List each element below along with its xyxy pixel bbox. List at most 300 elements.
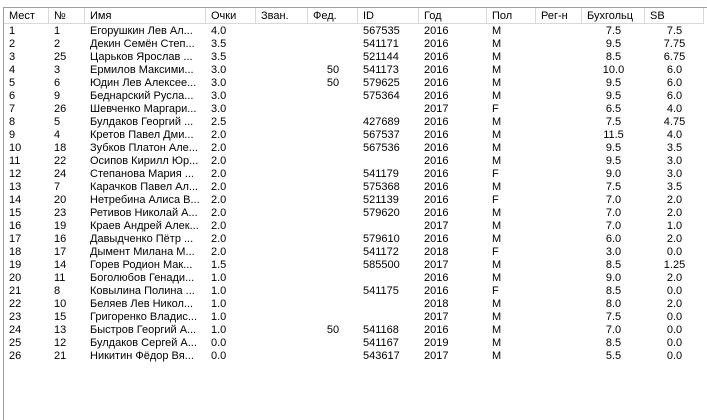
cell-fed: [308, 103, 358, 116]
cell-year: 2016: [424, 207, 449, 219]
cell-sb: 4.0: [666, 103, 683, 115]
cell-name: Егорушкин Лев Ал...: [90, 25, 193, 37]
cell-num: 24: [54, 168, 67, 180]
cell-id: 541179: [363, 168, 399, 180]
cell-place: 15: [9, 207, 22, 219]
table-row[interactable]: [4, 233, 707, 246]
cell-year: 2016: [424, 142, 449, 154]
cell-reg: [536, 220, 582, 233]
cell-pts: 2.0: [211, 168, 227, 180]
cell-id: [358, 155, 419, 168]
cell-title: [256, 194, 308, 207]
cell-year: 2016: [424, 129, 449, 141]
cell-pts: 2.5: [211, 116, 227, 128]
cell-pts: 1.0: [211, 285, 227, 297]
column-header-pts[interactable]: Очки: [206, 8, 256, 24]
cell-fed: 50: [326, 77, 340, 89]
cell-num: 2: [54, 38, 61, 50]
cell-sb: 3.5: [666, 142, 683, 154]
cell-sex: M: [492, 25, 502, 37]
cell-pts: 0.0: [211, 350, 227, 362]
cell-sb: 2.0: [666, 298, 683, 310]
cell-title: [256, 51, 308, 64]
cell-sex: M: [492, 129, 502, 141]
cell-sb: 0.0: [666, 350, 683, 362]
column-header-buch[interactable]: Бухгольц: [582, 8, 645, 24]
cell-name: Ермилов Максими...: [90, 64, 194, 76]
cell-sex: M: [492, 181, 502, 193]
cell-title: [256, 142, 308, 155]
cell-place: 25: [9, 337, 22, 349]
table-row[interactable]: [4, 142, 707, 155]
cell-year: 2016: [424, 77, 449, 89]
table-row[interactable]: [4, 207, 707, 220]
cell-reg: [536, 25, 582, 38]
cell-title: [256, 298, 308, 311]
cell-num: 13: [54, 324, 67, 336]
cell-name: Кретов Павел Дми...: [90, 129, 194, 141]
cell-reg: [536, 103, 582, 116]
cell-place: 5: [9, 77, 16, 89]
cell-id: 579625: [363, 77, 400, 89]
cell-pts: 1.0: [211, 324, 227, 336]
cell-title: [256, 246, 308, 259]
cell-name: Ковылина Полина ...: [90, 285, 195, 297]
cell-pts: 2.0: [211, 142, 227, 154]
cell-year: 2016: [424, 194, 449, 206]
cell-id: 579610: [363, 233, 400, 245]
cell-id: 575368: [363, 181, 400, 193]
cell-fed: [308, 90, 358, 103]
cell-place: 26: [9, 350, 22, 362]
cell-name: Булдаков Сергей А...: [90, 337, 197, 349]
cell-id: [358, 298, 419, 311]
cell-buch: 7.0: [605, 194, 622, 206]
cell-num: 20: [54, 194, 67, 206]
cell-id: 521144: [363, 51, 399, 63]
cell-reg: [536, 90, 582, 103]
cell-title: [256, 259, 308, 272]
cell-name: Беляев Лев Никол...: [90, 298, 194, 310]
column-header-num[interactable]: №: [49, 8, 85, 24]
cell-fed: [308, 272, 358, 285]
cell-title: [256, 337, 308, 350]
table-row[interactable]: [4, 337, 707, 350]
cell-reg: [536, 51, 582, 64]
cell-title: [256, 90, 308, 103]
cell-pts: 2.0: [211, 207, 227, 219]
cell-pts: 3.0: [211, 64, 227, 76]
cell-sex: F: [492, 285, 499, 297]
cell-sex: M: [492, 311, 502, 323]
cell-name: Беднарский Русла...: [90, 90, 194, 102]
cell-id: [358, 103, 419, 116]
table-row[interactable]: [4, 103, 707, 116]
cell-title: [256, 77, 308, 90]
cell-year: 2016: [424, 272, 449, 284]
cell-title: [256, 350, 308, 363]
table-row[interactable]: [4, 285, 707, 298]
cell-pts: 3.0: [211, 90, 227, 102]
cell-fed: [308, 38, 358, 51]
cell-place: 3: [9, 51, 16, 63]
cell-name: Григоренко Владис...: [90, 311, 198, 323]
cell-buch: 3.0: [605, 246, 622, 258]
cell-sb: 0.0: [666, 324, 683, 336]
cell-reg: [536, 272, 582, 285]
column-header-name[interactable]: Имя: [85, 8, 206, 24]
cell-buch: 10.0: [602, 64, 625, 76]
column-header-place[interactable]: Мест: [4, 8, 49, 24]
cell-fed: [308, 142, 358, 155]
table-row[interactable]: [4, 129, 707, 142]
cell-sex: M: [492, 350, 502, 362]
cell-pts: 2.0: [211, 155, 227, 167]
cell-buch: 6.0: [605, 233, 622, 245]
cell-num: 12: [54, 337, 67, 349]
table-row[interactable]: [4, 155, 707, 168]
cell-pts: 4.0: [211, 25, 227, 37]
cell-buch: 9.5: [605, 142, 622, 154]
cell-num: 6: [54, 77, 61, 89]
cell-sb: 0.0: [666, 246, 683, 258]
cell-buch: 8.5: [605, 337, 622, 349]
cell-sex: M: [492, 233, 502, 245]
cell-fed: 50: [326, 64, 340, 76]
cell-reg: [536, 64, 582, 77]
cell-buch: 6.5: [605, 103, 622, 115]
cell-num: 4: [54, 129, 61, 141]
column-header-reg[interactable]: Рег-н: [536, 8, 582, 24]
table-row[interactable]: [4, 25, 707, 38]
cell-num: 25: [54, 51, 67, 63]
cell-year: 2017: [424, 311, 449, 323]
cell-num: 19: [54, 220, 67, 232]
cell-fed: [308, 311, 358, 324]
cell-buch: 9.0: [605, 168, 622, 180]
cell-buch: 7.5: [605, 311, 622, 323]
cell-sex: M: [492, 298, 502, 310]
table-row[interactable]: [4, 324, 707, 337]
cell-num: 26: [54, 103, 67, 115]
cell-place: 9: [9, 129, 16, 141]
cell-sex: M: [492, 220, 502, 232]
table-row[interactable]: [4, 311, 707, 324]
cell-num: 18: [54, 142, 67, 154]
cell-name: Горев Родион Мак...: [90, 259, 193, 271]
cell-year: 2017: [424, 350, 449, 362]
cell-sex: M: [492, 142, 502, 154]
cell-num: 17: [54, 246, 67, 258]
cell-id: 541171: [363, 38, 399, 50]
cell-buch: 7.0: [605, 207, 622, 219]
cell-id: 575364: [363, 90, 400, 102]
cell-year: 2017: [424, 259, 449, 271]
cell-num: 16: [54, 233, 67, 245]
cell-sb: 3.0: [666, 168, 683, 180]
cell-place: 14: [9, 194, 22, 206]
cell-sb: 6.0: [666, 90, 683, 102]
table-row[interactable]: [4, 51, 707, 64]
cell-buch: 5.5: [605, 350, 622, 362]
cell-sex: M: [492, 51, 502, 63]
cell-sb: 7.75: [663, 38, 686, 50]
cell-title: [256, 285, 308, 298]
column-header-sb[interactable]: SB: [645, 8, 704, 24]
cell-sex: M: [492, 207, 502, 219]
cell-name: Никитин Фёдор Вя...: [90, 350, 194, 362]
cell-fed: [308, 337, 358, 350]
table-row[interactable]: [4, 350, 707, 363]
cell-year: 2016: [424, 181, 449, 193]
cell-reg: [536, 324, 582, 337]
cell-year: 2017: [424, 220, 449, 232]
table-row[interactable]: [4, 298, 707, 311]
cell-name: Дымент Милана М...: [90, 246, 195, 258]
cell-name: Нетребина Алиса В...: [90, 194, 200, 206]
cell-buch: 8.0: [605, 298, 622, 310]
cell-num: 22: [54, 155, 67, 167]
cell-buch: 9.5: [605, 155, 622, 167]
cell-name: Давыдченко Пётр ...: [90, 233, 194, 245]
column-header-year[interactable]: Год: [419, 8, 487, 24]
cell-year: 2016: [424, 233, 449, 245]
cell-reg: [536, 129, 582, 142]
cell-year: 2016: [424, 168, 449, 180]
cell-fed: [308, 51, 358, 64]
cell-id: 567536: [363, 142, 400, 154]
cell-fed: [308, 129, 358, 142]
cell-sb: 2.0: [666, 272, 683, 284]
cell-place: 23: [9, 311, 22, 323]
column-header-fed[interactable]: Фед.: [308, 8, 358, 24]
cell-fed: [308, 259, 358, 272]
cell-num: 5: [54, 116, 61, 128]
cell-place: 1: [9, 25, 16, 37]
cell-pts: 2.0: [211, 194, 227, 206]
cell-name: Карачков Павел Ал...: [90, 181, 199, 193]
cell-id: 585500: [363, 259, 400, 271]
table-header: [4, 8, 707, 25]
cell-reg: [536, 259, 582, 272]
cell-title: [256, 129, 308, 142]
cell-year: 2016: [424, 64, 449, 76]
cell-num: 9: [54, 90, 61, 102]
cell-id: [358, 311, 419, 324]
cell-fed: [308, 285, 358, 298]
cell-reg: [536, 116, 582, 129]
table-row[interactable]: [4, 220, 707, 233]
cell-sb: 0.0: [666, 285, 683, 297]
cell-place: 21: [9, 285, 22, 297]
table-row[interactable]: [4, 272, 707, 285]
cell-sex: F: [492, 194, 499, 206]
table-row[interactable]: [4, 90, 707, 103]
cell-fed: [308, 168, 358, 181]
cell-year: 2018: [424, 246, 449, 258]
cell-place: 19: [9, 259, 22, 271]
cell-sex: F: [492, 103, 499, 115]
cell-year: 2016: [424, 90, 449, 102]
cell-fed: [308, 207, 358, 220]
cell-pts: 1.5: [211, 259, 227, 271]
cell-fed: [308, 194, 358, 207]
cell-sex: F: [492, 168, 499, 180]
cell-buch: 7.5: [605, 116, 622, 128]
cell-place: 18: [9, 246, 22, 258]
cell-fed: [308, 220, 358, 233]
cell-sb: 4.0: [666, 129, 683, 141]
cell-num: 3: [54, 64, 61, 76]
cell-pts: 2.0: [211, 220, 227, 232]
cell-id: 543617: [363, 350, 400, 362]
cell-year: 2016: [424, 285, 449, 297]
cell-id: 427689: [363, 116, 400, 128]
cell-place: 24: [9, 324, 22, 336]
cell-pts: 3.0: [211, 77, 227, 89]
cell-place: 22: [9, 298, 22, 310]
cell-pts: 3.5: [211, 51, 227, 63]
cell-year: 2016: [424, 116, 449, 128]
cell-reg: [536, 246, 582, 259]
cell-name: Юдин Лев Алексее...: [90, 77, 197, 89]
cell-title: [256, 116, 308, 129]
cell-place: 17: [9, 233, 22, 245]
cell-fed: [308, 246, 358, 259]
cell-buch: 9.5: [605, 38, 622, 50]
cell-reg: [536, 155, 582, 168]
cell-fed: [308, 350, 358, 363]
cell-year: 2016: [424, 324, 449, 336]
table-row[interactable]: [4, 181, 707, 194]
cell-name: Булдаков Георгий ...: [90, 116, 194, 128]
cell-pts: 2.0: [211, 129, 227, 141]
cell-fed: [308, 181, 358, 194]
cell-num: 1: [54, 25, 61, 37]
table-row[interactable]: [4, 168, 707, 181]
cell-sex: M: [492, 259, 502, 271]
cell-title: [256, 272, 308, 285]
cell-sb: 3.0: [666, 155, 683, 167]
cell-buch: 7.5: [605, 181, 622, 193]
cell-sb: 6.0: [666, 64, 683, 76]
cell-num: 14: [54, 259, 67, 271]
cell-reg: [536, 207, 582, 220]
cell-reg: [536, 233, 582, 246]
cell-place: 7: [9, 103, 16, 115]
cell-num: 21: [54, 350, 67, 362]
cell-reg: [536, 350, 582, 363]
table-row[interactable]: [4, 38, 707, 51]
cell-sb: 1.25: [663, 259, 686, 271]
cell-name: Декин Семён Степ...: [90, 38, 195, 50]
cell-sex: M: [492, 38, 502, 50]
cell-buch: 8.5: [605, 285, 622, 297]
cell-fed: 50: [326, 324, 340, 336]
cell-num: 7: [54, 181, 61, 193]
table-row[interactable]: [4, 194, 707, 207]
cell-reg: [536, 38, 582, 51]
cell-place: 13: [9, 181, 22, 193]
cell-sex: M: [492, 324, 502, 336]
cell-id: 541167: [363, 337, 399, 349]
cell-id: 541172: [363, 246, 399, 258]
cell-id: 541175: [363, 285, 399, 297]
cell-buch: 9.5: [605, 77, 622, 89]
cell-reg: [536, 285, 582, 298]
cell-buch: 8.5: [605, 259, 622, 271]
cell-sex: M: [492, 116, 502, 128]
cell-name: Зубков Платон Але...: [90, 142, 198, 154]
cell-title: [256, 233, 308, 246]
cell-title: [256, 311, 308, 324]
cell-sb: 3.5: [666, 181, 683, 193]
cell-pts: 3.0: [211, 103, 227, 115]
cell-place: 4: [9, 64, 16, 76]
cell-fed: [308, 116, 358, 129]
column-header-id[interactable]: ID: [358, 8, 419, 24]
cell-title: [256, 38, 308, 51]
cell-sb: 2.0: [666, 233, 683, 245]
cell-sex: M: [492, 64, 502, 76]
cell-title: [256, 155, 308, 168]
cell-sex: M: [492, 90, 502, 102]
table-row[interactable]: [4, 246, 707, 259]
cell-place: 2: [9, 38, 16, 50]
cell-num: 15: [54, 311, 67, 323]
table-row[interactable]: [4, 64, 707, 77]
column-header-title[interactable]: Зван.: [256, 8, 308, 24]
cell-place: 6: [9, 90, 16, 102]
cell-sb: 6.0: [666, 77, 683, 89]
cell-title: [256, 220, 308, 233]
table-row[interactable]: [4, 259, 707, 272]
cell-name: Быстров Георгий А...: [90, 324, 197, 336]
cell-reg: [536, 142, 582, 155]
cell-sb: 4.75: [663, 116, 686, 128]
cell-year: 2016: [424, 51, 449, 63]
cell-sb: 6.75: [663, 51, 686, 63]
cell-name: Краев Андрей Алек...: [90, 220, 199, 232]
cell-id: 579620: [363, 207, 400, 219]
cell-title: [256, 181, 308, 194]
column-header-sex[interactable]: Пол: [487, 8, 536, 24]
cell-year: 2019: [424, 337, 449, 349]
cell-reg: [536, 337, 582, 350]
cell-title: [256, 64, 308, 77]
cell-title: [256, 324, 308, 337]
cell-year: 2018: [424, 298, 449, 310]
cell-fed: [308, 298, 358, 311]
cell-name: Боголюбов Генади...: [90, 272, 195, 284]
cell-num: 11: [54, 272, 66, 284]
table-row[interactable]: [4, 77, 707, 90]
cell-num: 8: [54, 285, 61, 297]
cell-buch: 7.0: [605, 324, 622, 336]
cell-reg: [536, 298, 582, 311]
cell-fed: [308, 233, 358, 246]
cell-buch: 11.5: [603, 129, 624, 141]
cell-buch: 7.0: [605, 220, 622, 232]
table-row[interactable]: [4, 116, 707, 129]
cell-id: 567537: [363, 129, 400, 141]
cell-reg: [536, 181, 582, 194]
cell-sb: 2.0: [666, 194, 683, 206]
cell-buch: 7.5: [605, 25, 622, 37]
cell-fed: [308, 25, 358, 38]
cell-sb: 0.0: [666, 311, 683, 323]
cell-name: Степанова Мария ...: [90, 168, 194, 180]
